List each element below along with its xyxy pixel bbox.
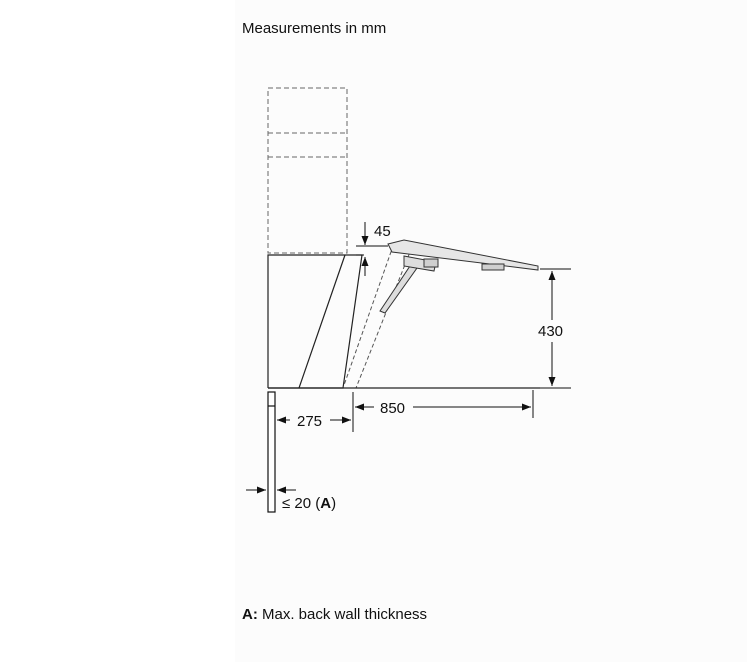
legend-key: A: [242, 606, 258, 623]
back-wall [268, 392, 275, 512]
hood-body [268, 255, 362, 388]
legend-note [242, 606, 427, 623]
dimension-label-45: 45 [374, 223, 391, 240]
dimension-label-275: 275 [297, 413, 323, 430]
dimension-label-850: 850 [380, 400, 406, 417]
dimension-label-430: 430 [538, 323, 564, 340]
legend-text: Max. back wall thickness [257, 606, 428, 623]
dimension-label-wall-thickness: ≤ 20 (A) [282, 495, 337, 512]
page-title: Measurements in mm [242, 20, 387, 37]
chimney-duct-cover [268, 88, 347, 253]
